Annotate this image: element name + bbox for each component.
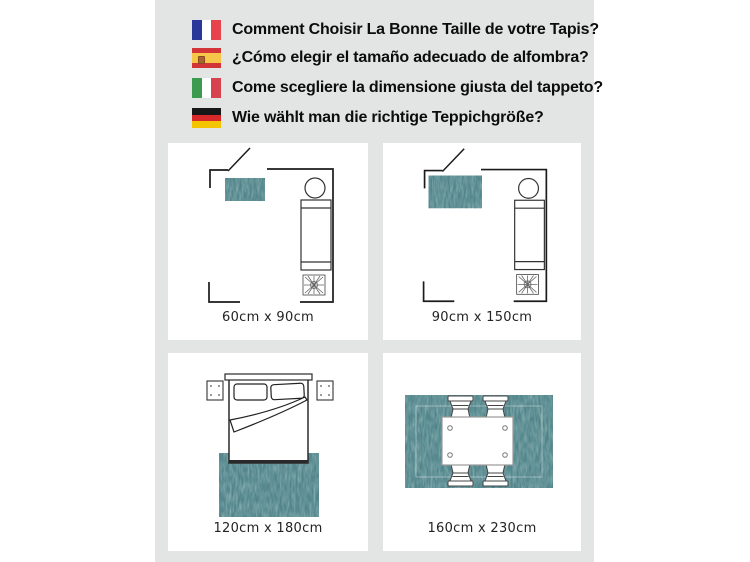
header-text-german: Wie wählt man die richtige Teppichgröße? [232,109,544,126]
panel-dining-160x230 [383,353,581,551]
floorplan-svg-60x90 [168,143,368,308]
size-label: 160cm x 230cm [427,521,537,536]
italy-flag-icon [192,78,221,98]
header-text-french: Comment Choisir La Bonne Taille de votre Tapis? [232,21,599,38]
header-row-italian [192,78,603,98]
headboard [225,374,312,380]
rug-90x150 [429,176,482,209]
potted-plant [517,275,539,295]
panel-room-60x90 [168,143,368,340]
bench [515,200,545,269]
side-table [305,178,325,198]
spain-coat-of-arms [198,56,205,64]
spain-flag-icon [192,48,221,68]
bench [301,200,331,270]
chair-bottom-right [483,464,508,486]
header-row-german [192,108,544,128]
size-label: 120cm x 180cm [213,521,323,536]
chair-top-right [483,396,508,418]
size-label: 60cm x 90cm [222,310,314,325]
content-band [155,0,603,562]
door-leaf [228,148,250,171]
potted-plant [303,275,325,295]
dining-svg-160x230 [383,353,581,523]
germany-flag-icon [192,108,221,128]
rug-60x90 [225,178,265,201]
panel-room-90x150 [383,143,581,340]
bedroom-svg-120x180 [168,353,368,523]
chair-top-left [448,396,473,418]
nightstand-right [317,381,333,400]
panel-bedroom-120x180 [168,353,368,551]
nightstand-left [207,381,223,400]
france-flag-icon [192,20,221,40]
header-row-french [192,20,599,40]
size-label: 90cm x 150cm [431,310,533,325]
side-table [519,178,539,198]
dining-table [442,417,513,465]
chair-bottom-left [448,464,473,486]
pillow-right [271,383,305,400]
header-text-italian: Come scegliere la dimensione giusta del tappeto? [232,79,603,96]
pillow-left [234,384,267,400]
floorplan-svg-90x150 [383,143,581,308]
door-leaf [442,149,464,172]
header-text-spanish: ¿Cómo elegir el tamaño adecuado de alfombra? [232,49,589,66]
header-row-spanish [192,48,589,68]
